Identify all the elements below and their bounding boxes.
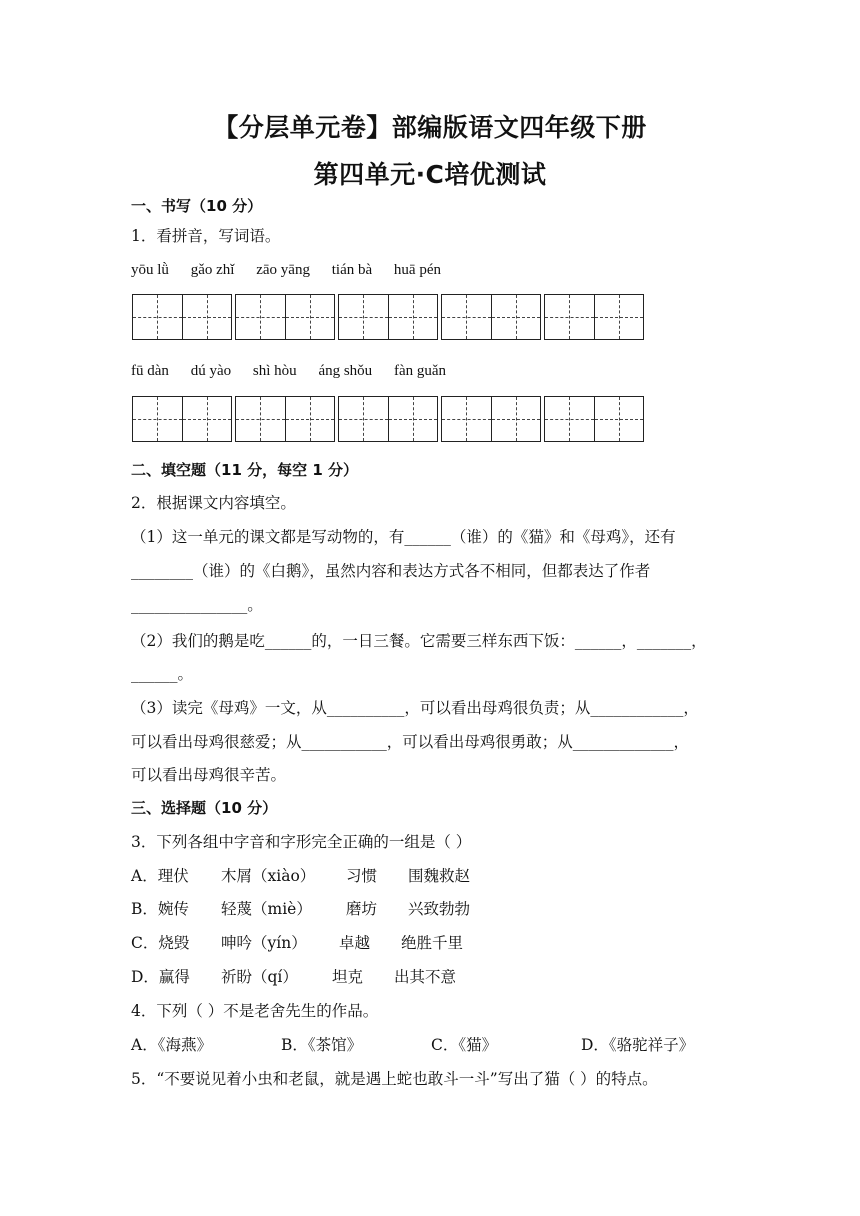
pinyin: huā pén [393, 262, 441, 278]
pinyin: shì hòu [252, 363, 297, 379]
tianzige-box[interactable] [235, 294, 335, 340]
option-word: 坦克 [332, 968, 364, 986]
tianzige-box[interactable] [441, 294, 541, 340]
question-3: 3．下列各组中字音和字形完全正确的一组是（ ） [131, 833, 472, 851]
q3-option-c[interactable] [131, 932, 731, 954]
pinyin: dú yào [190, 363, 232, 379]
q3-option-b[interactable] [131, 898, 731, 920]
q4-option-a[interactable]: A．《海燕》 [131, 1036, 212, 1054]
pinyin: zāo yāng [256, 262, 310, 278]
option-word: 围魏救赵 [408, 867, 471, 885]
option-word: 木屑（xiào） [221, 867, 316, 885]
option-word: D．赢得 [131, 968, 190, 986]
q3-option-d[interactable] [131, 966, 731, 988]
pinyin: yōu lǜ [131, 262, 169, 278]
writing-grid-row-2 [132, 396, 644, 442]
tianzige-box[interactable] [132, 396, 232, 442]
pinyin-row-1 [131, 258, 458, 281]
tianzige-box[interactable] [544, 396, 644, 442]
section-writing-heading: 一、书写（10 分） [131, 197, 263, 215]
question-4: 4．下列（ ）不是老舍先生的作品。 [131, 1002, 379, 1020]
q4-option-c[interactable]: C．《猫》 [431, 1036, 498, 1054]
fill-blank-2-line-2: ______。 [131, 665, 194, 683]
option-word: 兴致勃勃 [408, 900, 471, 918]
q4-option-d[interactable]: D．《骆驼祥子》 [581, 1036, 695, 1054]
pinyin: fàn guǎn [393, 363, 447, 379]
option-word: 卓越 [339, 934, 371, 952]
q4-options [131, 1034, 731, 1056]
q3-option-a[interactable] [131, 865, 731, 887]
question-1: 1．看拼音，写词语。 [131, 227, 281, 245]
option-word: A．理伏 [131, 867, 189, 885]
fill-blank-3-line-3: 可以看出母鸡很辛苦。 [131, 766, 287, 784]
fill-blank-1-line-1: （1）这一单元的课文都是写动物的，有______（谁）的《猫》和《母鸡》，还有 [131, 528, 676, 546]
question-5: 5．“不要说见着小虫和老鼠，就是遇上蛇也敢斗一斗”写出了猫（ ）的特点。 [131, 1070, 658, 1088]
tianzige-box[interactable] [338, 396, 438, 442]
tianzige-box[interactable] [441, 396, 541, 442]
tianzige-box[interactable] [235, 396, 335, 442]
exam-subtitle: 第四单元·C培优测试 [313, 160, 547, 189]
option-word: B．婉传 [131, 900, 189, 918]
option-word: 呻吟（yín） [221, 934, 307, 952]
pinyin: fū dàn [131, 363, 169, 379]
exam-title: 【分层单元卷】部编版语文四年级下册 [213, 113, 647, 142]
option-word: 习惯 [346, 867, 378, 885]
option-word: 出其不意 [394, 968, 457, 986]
option-word: 轻蔑（miè） [221, 900, 312, 918]
option-word: 祈盼（qí） [221, 968, 298, 986]
option-word: 绝胜千里 [401, 934, 464, 952]
fill-blank-3-line-1: （3）读完《母鸡》一文，从__________，可以看出母鸡很负责；从____________， [131, 699, 699, 717]
fill-blank-2-line-1: （2）我们的鹅是吃______的，一日三餐。它需要三样东西下饭：______，_______， [131, 632, 707, 650]
fill-blank-1-line-3: _______________。 [131, 596, 263, 614]
fill-blank-3-line-2: 可以看出母鸡很慈爱；从___________，可以看出母鸡很勇敢；从_____________， [131, 733, 690, 751]
section-fill-heading: 二、填空题（11 分，每空 1 分） [131, 461, 358, 479]
question-2: 2．根据课文内容填空。 [131, 494, 296, 512]
section-choice-heading: 三、选择题（10 分） [131, 799, 278, 817]
option-word: 磨坊 [346, 900, 378, 918]
tianzige-box[interactable] [132, 294, 232, 340]
q4-option-b[interactable]: B．《茶馆》 [281, 1036, 363, 1054]
tianzige-box[interactable] [544, 294, 644, 340]
option-word: C．烧毁 [131, 934, 190, 952]
pinyin: tián bà [331, 262, 373, 278]
pinyin: gǎo zhǐ [190, 262, 235, 278]
tianzige-box[interactable] [338, 294, 438, 340]
fill-blank-1-line-2: ________（谁）的《白鹅》，虽然内容和表达方式各不相同，但都表达了作者 [131, 562, 651, 580]
pinyin: áng shǒu [318, 363, 373, 379]
writing-grid-row-1 [132, 294, 644, 340]
pinyin-row-2 [131, 359, 463, 382]
